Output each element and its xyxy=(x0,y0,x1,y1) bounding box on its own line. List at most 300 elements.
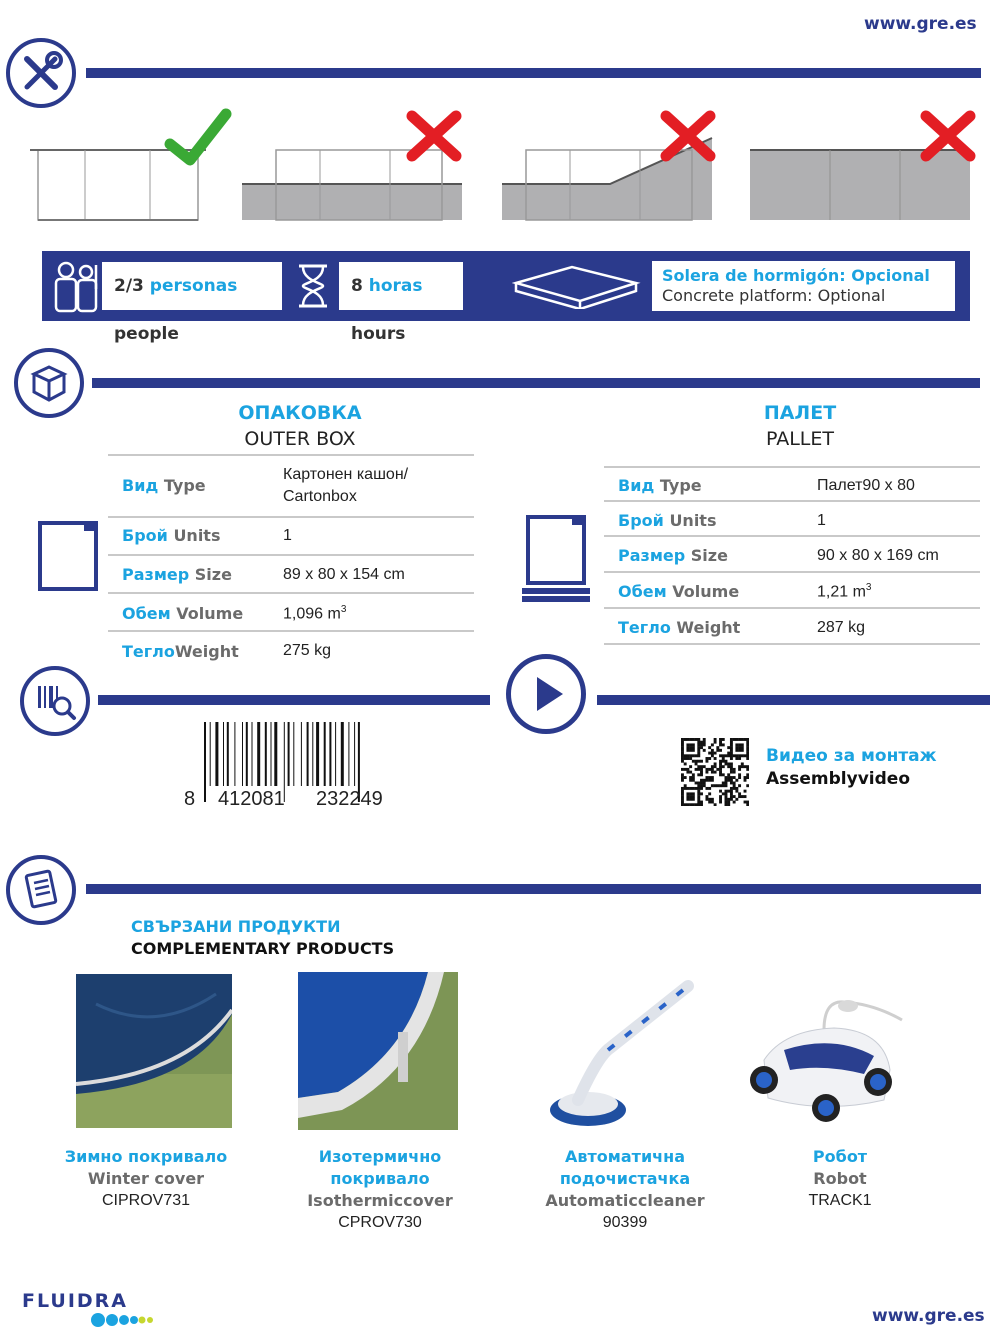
qr-module xyxy=(716,784,719,787)
qr-module xyxy=(703,738,706,741)
platform-icon xyxy=(512,263,642,309)
qr-module xyxy=(705,798,708,801)
qr-module xyxy=(681,757,684,760)
qr-module xyxy=(730,741,733,744)
qr-module xyxy=(738,773,741,776)
qr-module xyxy=(741,738,744,741)
qr-module xyxy=(700,773,703,776)
qr-module xyxy=(686,746,689,749)
qr-module xyxy=(700,784,703,787)
qr-module xyxy=(722,782,725,785)
qr-module xyxy=(722,760,725,763)
qr-module xyxy=(719,765,722,768)
qr-module xyxy=(746,749,749,752)
qr-module xyxy=(695,762,698,765)
barcode-search-icon xyxy=(20,666,90,736)
outer-box-table xyxy=(108,454,474,662)
qr-module xyxy=(730,768,733,771)
video-label-en: Assemblyvideo xyxy=(766,769,911,789)
qr-module xyxy=(700,787,703,790)
qr-module xyxy=(692,776,695,779)
video-label-bg: Видео за монтаж xyxy=(766,746,937,766)
qr-module xyxy=(684,768,687,771)
table-row: Вид Type Картонен кашон/ Cartonbox xyxy=(108,454,474,518)
qr-module xyxy=(686,795,689,798)
qr-module xyxy=(700,792,703,795)
qr-module xyxy=(730,765,733,768)
qr-module xyxy=(714,738,717,741)
raised-ground-diagram xyxy=(242,150,462,220)
platform-pill xyxy=(652,261,955,311)
barcode-digits-right: 232249 xyxy=(316,788,383,810)
table-row: Тегло Weight 287 kg xyxy=(604,609,980,645)
qr-module xyxy=(697,790,700,793)
box-icon xyxy=(14,348,84,418)
qr-module xyxy=(700,771,703,774)
qr-module xyxy=(733,795,736,798)
qr-module xyxy=(692,754,695,757)
qr-module xyxy=(711,784,714,787)
qr-module xyxy=(727,798,730,801)
qr-module xyxy=(708,757,711,760)
barcode-bar xyxy=(288,722,290,786)
qr-module xyxy=(684,787,687,790)
qr-module xyxy=(697,743,700,746)
qr-module xyxy=(733,738,736,741)
qr-module xyxy=(700,768,703,771)
qr-module xyxy=(727,765,730,768)
fluidra-logo[interactable] xyxy=(22,1290,162,1330)
buried-ground-diagram xyxy=(750,150,970,220)
qr-module xyxy=(703,743,706,746)
qr-module xyxy=(725,760,728,763)
section-divider xyxy=(92,378,980,388)
qr-module xyxy=(689,798,692,801)
ground-diagrams xyxy=(30,108,980,228)
qr-module xyxy=(746,741,749,744)
qr-module xyxy=(705,757,708,760)
qr-module xyxy=(681,743,684,746)
qr-module xyxy=(727,746,730,749)
qr-module xyxy=(730,782,733,785)
product-card-winter-cover[interactable]: Зимно покривало Winter cover CIPROV731 xyxy=(64,1147,228,1209)
qr-module xyxy=(684,757,687,760)
qr-module xyxy=(697,787,700,790)
complementary-title-en: COMPLEMENTARY PRODUCTS xyxy=(131,939,395,958)
qr-module xyxy=(725,782,728,785)
qr-module xyxy=(681,798,684,801)
qr-module xyxy=(725,784,728,787)
qr-module xyxy=(744,776,747,779)
qr-module xyxy=(689,749,692,752)
installation-info-band xyxy=(42,251,970,344)
people-count: 2/3 xyxy=(114,276,144,296)
qr-module xyxy=(700,741,703,744)
qr-module xyxy=(727,779,730,782)
qr-module xyxy=(681,738,684,741)
qr-module xyxy=(746,776,749,779)
qr-module xyxy=(695,803,698,806)
barcode-bar xyxy=(210,722,211,786)
qr-module xyxy=(695,738,698,741)
qr-module xyxy=(738,738,741,741)
qr-module xyxy=(681,779,684,782)
qr-module xyxy=(697,754,700,757)
qr-module xyxy=(746,803,749,806)
qr-module xyxy=(746,738,749,741)
qr-module xyxy=(700,765,703,768)
qr-module xyxy=(733,782,736,785)
table-row: ТеглоWeight 275 kg xyxy=(122,642,332,661)
qr-module xyxy=(733,754,736,757)
qr-module xyxy=(686,743,689,746)
qr-module xyxy=(689,765,692,768)
qr-module xyxy=(711,768,714,771)
product-card-automatic-cleaner[interactable]: Автоматична подочистачка Automaticcleaner 90399 xyxy=(545,1147,705,1231)
section-divider xyxy=(86,68,981,78)
qr-module xyxy=(738,765,741,768)
qr-module xyxy=(711,801,714,804)
outer-box-title-bg: ОПАКОВКА xyxy=(238,402,362,424)
qr-module xyxy=(686,749,689,752)
qr-module xyxy=(697,795,700,798)
qr-code[interactable] xyxy=(681,738,749,806)
qr-module xyxy=(689,738,692,741)
qr-module xyxy=(716,768,719,771)
qr-module xyxy=(730,790,733,793)
qr-module xyxy=(708,798,711,801)
qr-module xyxy=(689,743,692,746)
qr-module xyxy=(735,798,738,801)
qr-module xyxy=(697,784,700,787)
qr-module xyxy=(708,801,711,804)
qr-module xyxy=(689,757,692,760)
qr-module xyxy=(730,776,733,779)
barcode-bar xyxy=(341,722,344,786)
barcode-bar xyxy=(316,722,319,786)
barcode-bar xyxy=(252,722,253,786)
table-row: Размер Size 89 x 80 x 154 cm xyxy=(108,556,474,594)
qr-module xyxy=(719,801,722,804)
qr-module xyxy=(735,779,738,782)
qr-module xyxy=(733,776,736,779)
qr-module xyxy=(695,768,698,771)
qr-module xyxy=(719,773,722,776)
barcode-bar xyxy=(223,722,224,786)
pallet-title-bg: ПАЛЕТ xyxy=(763,402,837,424)
qr-module xyxy=(695,782,698,785)
qr-module xyxy=(730,798,733,801)
qr-module xyxy=(697,749,700,752)
barcode-bar xyxy=(215,722,218,786)
qr-module xyxy=(697,801,700,804)
qr-module xyxy=(697,741,700,744)
barcode-bar xyxy=(265,722,267,786)
qr-module xyxy=(730,795,733,798)
qr-module xyxy=(741,749,744,752)
qr-module xyxy=(692,746,695,749)
qr-module xyxy=(684,762,687,765)
qr-module xyxy=(686,798,689,801)
qr-module xyxy=(703,749,706,752)
qr-module xyxy=(681,801,684,804)
qr-module xyxy=(746,773,749,776)
qr-module xyxy=(689,803,692,806)
barcode-bar xyxy=(257,722,260,786)
qr-module xyxy=(711,749,714,752)
qr-module xyxy=(746,768,749,771)
carton-box-icon xyxy=(38,521,98,591)
barcode-digits-left: 412081 xyxy=(218,788,285,810)
qr-module xyxy=(730,738,733,741)
qr-module xyxy=(684,784,687,787)
qr-module xyxy=(738,768,741,771)
barcode-digit-first: 8 xyxy=(184,788,196,810)
qr-module xyxy=(725,776,728,779)
qr-module xyxy=(692,743,695,746)
pallet-icon xyxy=(520,514,592,604)
winter-cover-image[interactable] xyxy=(76,974,232,1128)
qr-module xyxy=(733,768,736,771)
qr-module xyxy=(681,790,684,793)
qr-module xyxy=(744,790,747,793)
qr-module xyxy=(719,741,722,744)
qr-module xyxy=(708,792,711,795)
qr-module xyxy=(722,743,725,746)
qr-module xyxy=(689,792,692,795)
workers-icon xyxy=(50,259,102,313)
qr-module xyxy=(708,787,711,790)
table-row: Вид Type Палет90 x 80 xyxy=(604,466,980,502)
qr-module xyxy=(735,749,738,752)
qr-module xyxy=(738,749,741,752)
qr-module xyxy=(714,771,717,774)
platform-en: Concrete platform: Optional xyxy=(662,286,886,305)
qr-module xyxy=(711,743,714,746)
qr-module xyxy=(708,776,711,779)
outer-box-heading xyxy=(160,402,440,450)
barcode-bar xyxy=(312,722,313,786)
barcode-bar xyxy=(307,722,309,786)
qr-module xyxy=(719,749,722,752)
table-row: Обем Volume 1,096 $m^3$ xyxy=(108,594,474,632)
qr-module xyxy=(727,752,730,755)
qr-module xyxy=(719,762,722,765)
complementary-heading xyxy=(131,916,394,960)
qr-module xyxy=(686,771,689,774)
qr-module xyxy=(738,754,741,757)
qr-module xyxy=(738,795,741,798)
sloped-ground-diagram xyxy=(502,138,712,220)
qr-module xyxy=(711,779,714,782)
header-url[interactable]: www.gre.es xyxy=(864,14,977,34)
barcode-bar xyxy=(234,722,235,786)
qr-module xyxy=(714,803,717,806)
product-card-robot[interactable]: Робот Robot TRACK1 xyxy=(808,1147,872,1209)
qr-module xyxy=(695,760,698,763)
qr-module xyxy=(722,738,725,741)
qr-module xyxy=(719,771,722,774)
qr-module xyxy=(681,787,684,790)
people-pill xyxy=(102,262,282,344)
qr-module xyxy=(730,762,733,765)
qr-module xyxy=(686,792,689,795)
qr-module xyxy=(719,768,722,771)
qr-module xyxy=(681,752,684,755)
automatic-cleaner-image[interactable] xyxy=(548,976,700,1132)
qr-module xyxy=(697,738,700,741)
qr-module xyxy=(719,790,722,793)
qr-module xyxy=(722,784,725,787)
robot-cleaner-image[interactable] xyxy=(744,990,906,1130)
qr-module xyxy=(725,795,728,798)
qr-module xyxy=(684,776,687,779)
qr-module xyxy=(692,792,695,795)
qr-module xyxy=(714,741,717,744)
qr-module xyxy=(714,762,717,765)
platform-es: Solera de hormigón: Opcional xyxy=(662,266,930,285)
qr-module xyxy=(725,790,728,793)
play-video-icon[interactable] xyxy=(506,654,586,734)
barcode-bar xyxy=(274,722,277,786)
table-row: Обем Volume 1,21 $m^3$ xyxy=(604,573,980,609)
qr-module xyxy=(727,801,730,804)
qr-module xyxy=(719,784,722,787)
isothermic-cover-image[interactable] xyxy=(298,972,458,1130)
qr-module xyxy=(681,792,684,795)
qr-module xyxy=(730,754,733,757)
qr-module xyxy=(711,754,714,757)
qr-module xyxy=(714,765,717,768)
qr-module xyxy=(692,795,695,798)
qr-module xyxy=(689,787,692,790)
qr-module xyxy=(725,801,728,804)
qr-module xyxy=(697,792,700,795)
qr-module xyxy=(686,757,689,760)
qr-module xyxy=(708,768,711,771)
barcode-bar xyxy=(329,722,331,786)
qr-module xyxy=(719,743,722,746)
flat-ground-diagram xyxy=(30,150,206,220)
hours-count: 8 xyxy=(351,276,363,296)
qr-module xyxy=(746,752,749,755)
pallet-heading xyxy=(660,402,940,450)
qr-module xyxy=(730,792,733,795)
qr-module xyxy=(697,798,700,801)
barcode-bar xyxy=(204,722,206,802)
qr-module xyxy=(719,738,722,741)
qr-module xyxy=(744,801,747,804)
qr-module xyxy=(746,801,749,804)
qr-module xyxy=(725,792,728,795)
qr-module xyxy=(689,779,692,782)
qr-module xyxy=(692,749,695,752)
qr-module xyxy=(730,757,733,760)
qr-module xyxy=(730,743,733,746)
barcode-bar xyxy=(246,722,248,786)
qr-module xyxy=(746,754,749,757)
qr-module xyxy=(681,776,684,779)
qr-module xyxy=(735,746,738,749)
qr-module xyxy=(730,752,733,755)
qr-module xyxy=(703,779,706,782)
section-divider xyxy=(86,884,981,894)
qr-module xyxy=(744,765,747,768)
qr-module xyxy=(725,803,728,806)
qr-module xyxy=(697,746,700,749)
brand-name: FLUIDRA xyxy=(22,1290,129,1312)
barcode-bar xyxy=(335,722,336,786)
qr-module xyxy=(735,790,738,793)
qr-module xyxy=(719,760,722,763)
qr-module xyxy=(705,768,708,771)
qr-module xyxy=(727,762,730,765)
qr-module xyxy=(703,765,706,768)
qr-module xyxy=(681,773,684,776)
qr-module xyxy=(700,746,703,749)
assembly-video-link[interactable] xyxy=(766,745,937,791)
qr-module xyxy=(727,776,730,779)
qr-module xyxy=(738,776,741,779)
qr-module xyxy=(741,795,744,798)
qr-module xyxy=(703,741,706,744)
qr-module xyxy=(692,803,695,806)
qr-module xyxy=(735,787,738,790)
qr-module xyxy=(730,749,733,752)
qr-module xyxy=(738,743,741,746)
qr-module xyxy=(703,784,706,787)
qr-module xyxy=(735,738,738,741)
qr-module xyxy=(722,757,725,760)
qr-module xyxy=(716,749,719,752)
section-divider xyxy=(597,695,990,705)
qr-module xyxy=(741,743,744,746)
qr-module xyxy=(711,765,714,768)
barcode-bar xyxy=(293,722,294,786)
pallet-table xyxy=(604,466,980,646)
qr-module xyxy=(714,784,717,787)
qr-module xyxy=(722,792,725,795)
qr-module xyxy=(705,760,708,763)
qr-module xyxy=(725,779,728,782)
qr-module xyxy=(746,765,749,768)
qr-module xyxy=(697,768,700,771)
qr-module xyxy=(681,741,684,744)
qr-module xyxy=(681,754,684,757)
qr-module xyxy=(735,754,738,757)
qr-module xyxy=(692,787,695,790)
qr-module xyxy=(695,787,698,790)
qr-module xyxy=(705,779,708,782)
qr-module xyxy=(697,760,700,763)
qr-module xyxy=(686,787,689,790)
qr-module xyxy=(700,779,703,782)
qr-module xyxy=(692,779,695,782)
qr-module xyxy=(700,782,703,785)
qr-module xyxy=(708,779,711,782)
qr-module xyxy=(722,773,725,776)
qr-module xyxy=(725,798,728,801)
hours-pill xyxy=(339,262,463,344)
qr-module xyxy=(705,771,708,774)
qr-module xyxy=(697,803,700,806)
qr-module xyxy=(686,768,689,771)
product-card-isothermic-cover[interactable]: Изотермично покривало Isothermiccover CPROV730 xyxy=(307,1147,453,1231)
qr-module xyxy=(746,757,749,760)
footer-url[interactable]: www.gre.es xyxy=(872,1306,985,1326)
qr-module xyxy=(738,792,741,795)
qr-module xyxy=(697,773,700,776)
